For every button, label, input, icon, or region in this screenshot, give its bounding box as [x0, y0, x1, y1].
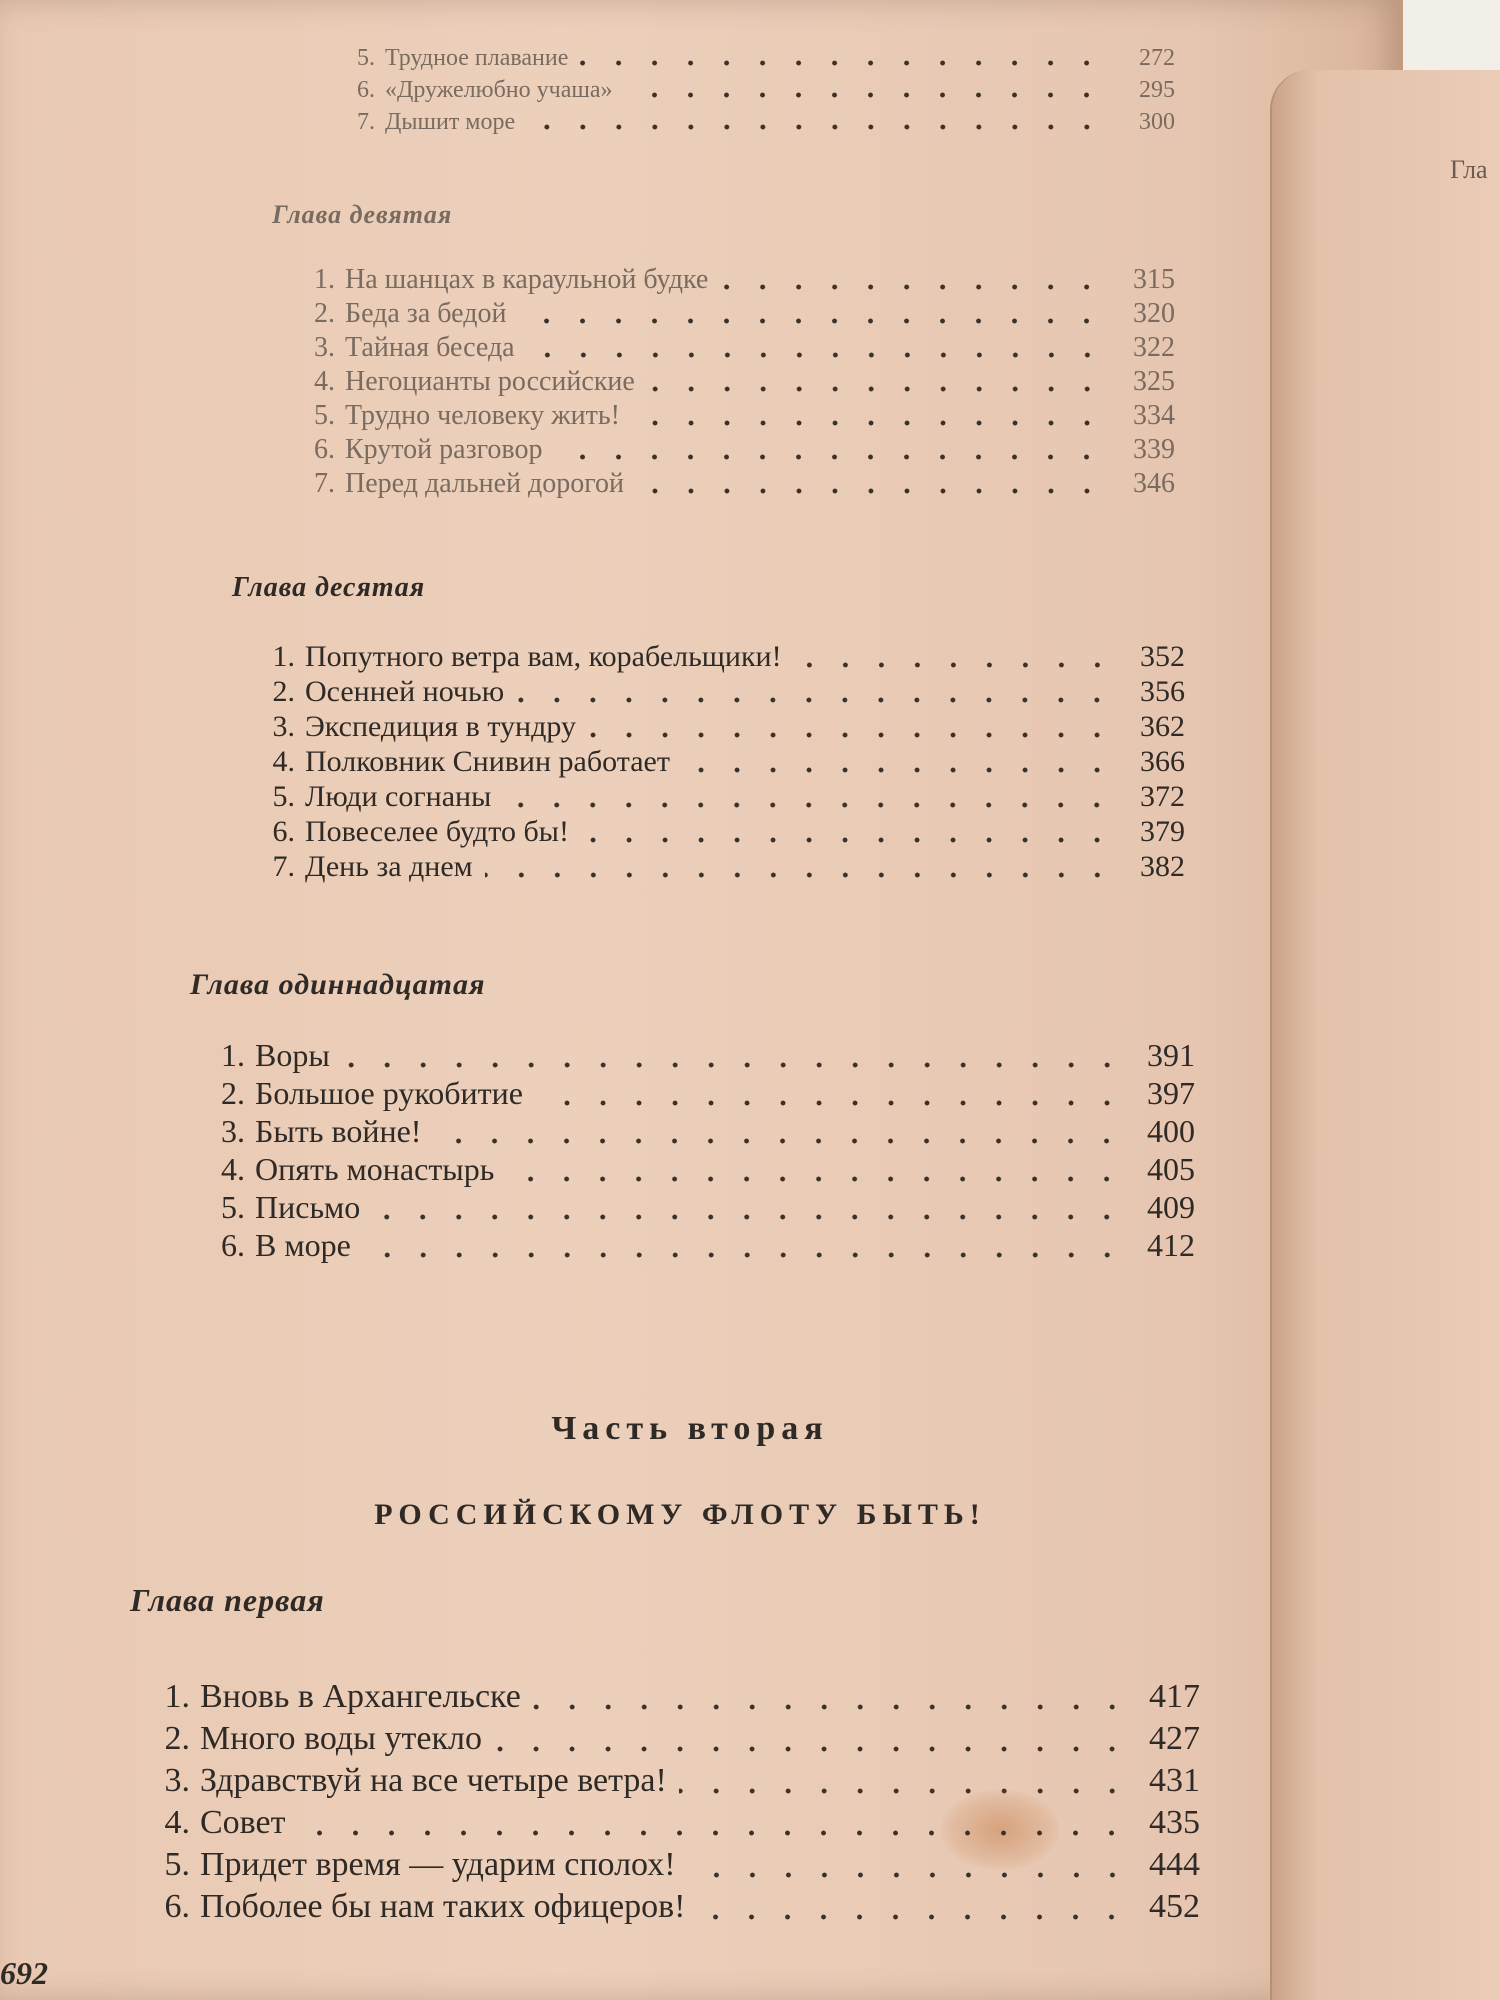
- entry-page: 325: [1133, 366, 1175, 397]
- entry-number: 2.: [221, 1075, 245, 1111]
- part-title: Часть вторая: [551, 1410, 829, 1447]
- entry-page: 412: [1147, 1227, 1195, 1263]
- entry-title: Дышит море: [385, 109, 516, 135]
- entry-page: 366: [1140, 745, 1185, 778]
- entry-number: 7.: [272, 850, 295, 883]
- toc-entry: [150, 1718, 1200, 1758]
- entry-page: 356: [1140, 675, 1185, 708]
- entry-number: 1.: [164, 1678, 190, 1715]
- toc-entry: [150, 1844, 1200, 1884]
- toc-entry: [295, 432, 1175, 466]
- entry-title: Попутного ветра вам, корабельщики!: [305, 640, 782, 673]
- entry-title: Воры: [255, 1037, 330, 1073]
- entry-page: 452: [1149, 1888, 1200, 1925]
- toc-entry: [255, 815, 1185, 849]
- toc-entry: [150, 1760, 1200, 1800]
- dot-leader: [506, 1176, 1125, 1182]
- chapter-heading: Глава девятая: [272, 200, 453, 229]
- entry-title: Много воды утекло: [200, 1720, 482, 1757]
- chapter-heading: Глава десятая: [232, 572, 426, 603]
- dot-leader: [636, 488, 1105, 494]
- dot-leader: [554, 454, 1105, 460]
- entry-title: Придет время — ударим сполох!: [200, 1846, 676, 1883]
- dot-leader: [527, 352, 1105, 358]
- part-subtitle: РОССИЙСКОМУ ФЛОТУ БЫТЬ!: [374, 1498, 986, 1531]
- chapter-heading: Глава первая: [130, 1582, 325, 1618]
- entry-title: Письмо: [255, 1189, 361, 1225]
- entry-title: «Дружелюбно учаша»: [385, 77, 613, 103]
- entry-page: 444: [1149, 1846, 1200, 1883]
- dot-leader: [794, 662, 1115, 668]
- entry-title: Вновь в Архангельске: [200, 1678, 521, 1715]
- entry-number: 3.: [164, 1762, 190, 1799]
- toc-entry: [295, 364, 1175, 398]
- entry-title: Беда за бедой: [345, 298, 507, 329]
- entry-number: 2.: [314, 298, 335, 329]
- entry-title: Полковник Снивин работает: [305, 745, 670, 778]
- entry-page: 405: [1147, 1151, 1195, 1187]
- entry-number: 5.: [272, 780, 295, 813]
- chapter-heading: Глава одиннадцатая: [190, 968, 486, 1001]
- entry-number: 3.: [272, 710, 295, 743]
- dot-leader: [679, 1788, 1130, 1794]
- toc-entry: [335, 38, 1175, 72]
- entry-title: День за днем: [305, 850, 473, 883]
- entry-title: Большое рукобитие: [255, 1075, 523, 1111]
- entry-page: 272: [1139, 45, 1175, 71]
- dot-leader: [363, 1252, 1125, 1258]
- entry-number: 5.: [164, 1846, 190, 1883]
- dot-leader: [697, 1914, 1130, 1920]
- entry-title: Совет: [200, 1804, 286, 1841]
- entry-number: 3.: [221, 1113, 245, 1149]
- toc-entry: [335, 102, 1175, 136]
- entry-title: Быть войне!: [255, 1113, 422, 1149]
- dot-leader: [580, 60, 1105, 66]
- toc-entry: [205, 1075, 1195, 1112]
- toc-entry: [295, 262, 1175, 296]
- dot-leader: [494, 1746, 1130, 1752]
- dot-leader: [527, 124, 1105, 130]
- entry-page: 435: [1149, 1804, 1200, 1841]
- entry-page: 334: [1133, 400, 1175, 431]
- entry-page: 320: [1133, 298, 1175, 329]
- toc-entry: [255, 640, 1185, 674]
- toc-entry: [255, 710, 1185, 744]
- entry-number: 4.: [272, 745, 295, 778]
- entry-page: 391: [1147, 1037, 1195, 1073]
- entry-number: 6.: [164, 1888, 190, 1925]
- entry-number: 5.: [221, 1189, 245, 1225]
- entry-title: В море: [255, 1227, 351, 1263]
- dot-leader: [533, 1704, 1130, 1710]
- toc-entry: [295, 296, 1175, 330]
- dot-leader: [720, 284, 1105, 290]
- entry-page: 372: [1140, 780, 1185, 813]
- toc-entry: [205, 1113, 1195, 1150]
- entry-title: Тайная беседа: [345, 332, 515, 363]
- toc-entry: [335, 70, 1175, 104]
- toc-entry: [255, 745, 1185, 779]
- entry-number: 4.: [314, 366, 335, 397]
- toc-entry: [150, 1676, 1200, 1716]
- entry-page: 382: [1140, 850, 1185, 883]
- dot-leader: [297, 1830, 1130, 1836]
- entry-title: Поболее бы нам таких офицеров!: [200, 1888, 686, 1925]
- entry-page: 417: [1149, 1678, 1200, 1715]
- entry-number: 6.: [314, 434, 335, 465]
- dot-leader: [485, 872, 1115, 878]
- entry-number: 6.: [221, 1227, 245, 1263]
- toc-entry: [205, 1151, 1195, 1188]
- entry-page: 379: [1140, 815, 1185, 848]
- entry-title: Здравствуй на все четыре ветра!: [200, 1762, 667, 1799]
- entry-page: 295: [1139, 77, 1175, 103]
- right-page-fragment: Гла: [1450, 155, 1488, 184]
- toc-entry: [295, 330, 1175, 364]
- toc-entry: [150, 1886, 1200, 1926]
- entry-title: Трудное плавание: [385, 45, 569, 71]
- toc-entry: [255, 675, 1185, 709]
- entry-page: 346: [1133, 468, 1175, 499]
- toc-entry: [150, 1802, 1200, 1842]
- page-number: 692: [0, 1955, 48, 1991]
- entry-number: 1.: [221, 1037, 245, 1073]
- entry-number: 1.: [272, 640, 295, 673]
- entry-title: Трудно человеку жить!: [345, 400, 620, 431]
- entry-page: 400: [1147, 1113, 1195, 1149]
- entry-page: 427: [1149, 1720, 1200, 1757]
- entry-number: 5.: [314, 400, 335, 431]
- dot-leader: [588, 732, 1115, 738]
- entry-title: Повеселее будто бы!: [305, 815, 569, 848]
- dot-leader: [503, 802, 1115, 808]
- entry-page: 409: [1147, 1189, 1195, 1225]
- entry-title: На шанцах в караульной будке: [345, 264, 709, 295]
- dot-leader: [372, 1214, 1125, 1220]
- dot-leader: [624, 92, 1105, 98]
- toc-entry: [205, 1227, 1195, 1264]
- entry-title: Негоцианты российские: [345, 366, 635, 397]
- entry-page: 352: [1140, 640, 1185, 673]
- dot-leader: [632, 420, 1105, 426]
- entry-title: Экспедиция в тундру: [305, 710, 576, 743]
- entry-page: 362: [1140, 710, 1185, 743]
- dot-leader: [516, 697, 1115, 703]
- dot-leader: [433, 1138, 1125, 1144]
- dot-leader: [581, 837, 1115, 843]
- entry-number: 2.: [272, 675, 295, 708]
- entry-title: Перед дальней дорогой: [345, 468, 625, 499]
- entry-page: 322: [1133, 332, 1175, 363]
- entry-number: 6.: [357, 77, 375, 103]
- entry-page: 300: [1139, 109, 1175, 135]
- entry-number: 2.: [164, 1720, 190, 1757]
- entry-number: 3.: [314, 332, 335, 363]
- toc-entry: [295, 466, 1175, 500]
- toc-entry: [255, 850, 1185, 884]
- entry-title: Крутой разговор: [345, 434, 543, 465]
- dot-leader: [688, 1872, 1130, 1878]
- entry-page: 397: [1147, 1075, 1195, 1111]
- entry-number: 4.: [164, 1804, 190, 1841]
- entry-number: 1.: [314, 264, 335, 295]
- entry-number: 7.: [357, 109, 375, 135]
- entry-page: 315: [1133, 264, 1175, 295]
- entry-page: 339: [1133, 434, 1175, 465]
- toc-entry: [295, 398, 1175, 432]
- dot-leader: [342, 1062, 1125, 1068]
- entry-number: 4.: [221, 1151, 245, 1187]
- entry-page: 431: [1149, 1762, 1200, 1799]
- entry-title: Осенней ночью: [305, 675, 505, 708]
- toc-entry: [205, 1037, 1195, 1074]
- entry-number: 6.: [272, 815, 295, 848]
- dot-leader: [535, 1100, 1125, 1106]
- entry-number: 5.: [357, 45, 375, 71]
- entry-number: 7.: [314, 468, 335, 499]
- dot-leader: [682, 767, 1115, 773]
- entry-title: Люди согнаны: [305, 780, 492, 813]
- entry-title: Опять монастырь: [255, 1151, 495, 1187]
- dot-leader: [647, 386, 1105, 392]
- dot-leader: [518, 318, 1105, 324]
- toc-entry: [205, 1189, 1195, 1226]
- toc-entry: [255, 780, 1185, 814]
